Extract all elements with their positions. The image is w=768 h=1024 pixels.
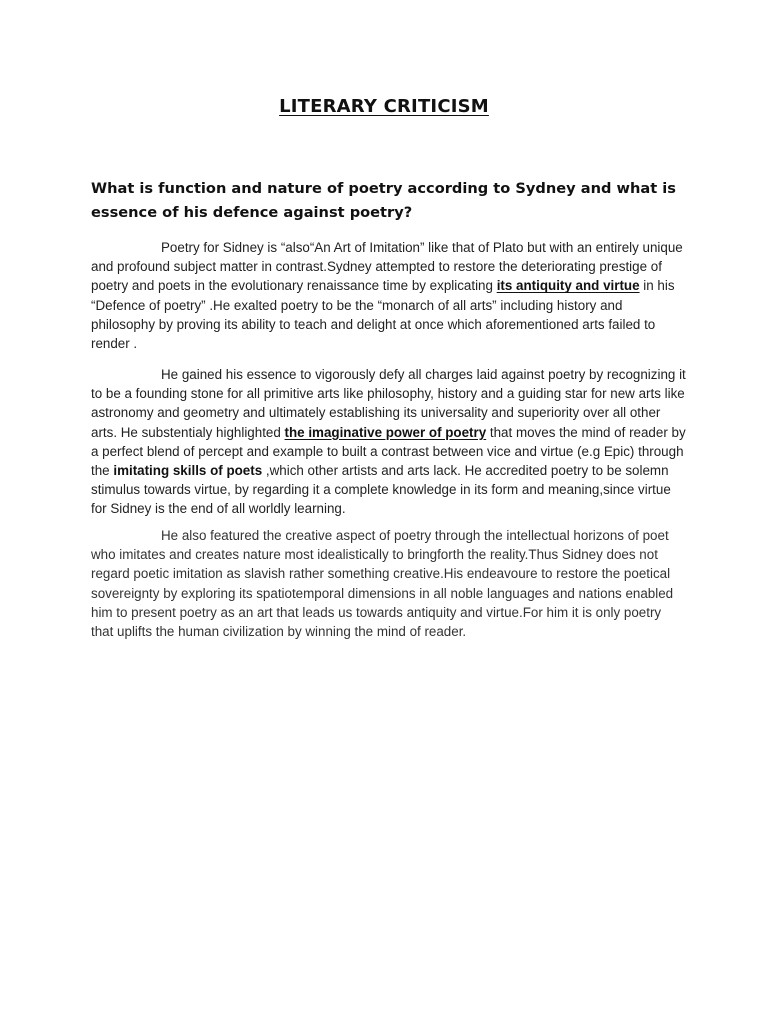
emphasis-antiquity-virtue: its antiquity and virtue xyxy=(496,278,640,294)
paragraph-text: He gained his essence to vigorously defy all charges laid against poetry by recognizing it to be a founding stone for all primitive arts like philosophy, history and a guiding star for new arts like astronomy and geometry and ultimately establishing its universality and superiority over all other arts. He substentialy highlighted xyxy=(91,367,686,440)
document-title: LITERARY CRITICISM xyxy=(279,96,489,117)
paragraph-text: that moves the mind of reader by a perfect blend of percept and example to built a contrast between vice and virtue (e.g Epic) through the xyxy=(91,424,686,479)
paragraph-1 xyxy=(91,238,687,353)
paragraph-2 xyxy=(91,365,687,519)
paragraph-text: Poetry for Sidney is “also“An Art of Imitation” like that of Plato but with an entirely unique and profound subject matter in contrast.Sydney attempted to restore the deteriorating prestige of poetry and poets in the evolutionary renaissance time by explicating xyxy=(91,240,683,294)
emphasis-imaginative-power: the imaginative power of poetry xyxy=(284,424,487,440)
emphasis-imitating-skills: imitating skills of poets xyxy=(113,463,263,479)
paragraph-text: ,which other artists and arts lack. He accredited poetry to be solemn stimulus towards virtue, by regarding it a complete knowledge in its form and meaning,since virtue for Sidney is the end of all worldly learning. xyxy=(91,463,671,517)
paragraph-text: He also featured the creative aspect of poetry through the intellectual horizons of poet who imitates and creates nature most idealistically to bringforth the reality.Thus Sidney does not regard poetic imitation as slavish rather something creative.His endeavoure to restore the poetical sovereignty by exploring its spatiotemporal dimensions in all noble languages and nations enabled him to present poetry as an art that leads us towards antiquity and virtue.For him it is only poetry that uplifts the human civilization by winning the mind of reader. xyxy=(91,528,674,640)
paragraph-text: in his “Defence of poetry” .He exalted poetry to be the “monarch of all arts” including history and philosophy by proving its ability to teach and delight at once which aforementioned arts failed to render . xyxy=(91,278,675,352)
question-heading: What is function and nature of poetry according to Sydney and what is essence of his defence against poetry? xyxy=(91,180,676,221)
paragraph-3 xyxy=(91,526,687,641)
